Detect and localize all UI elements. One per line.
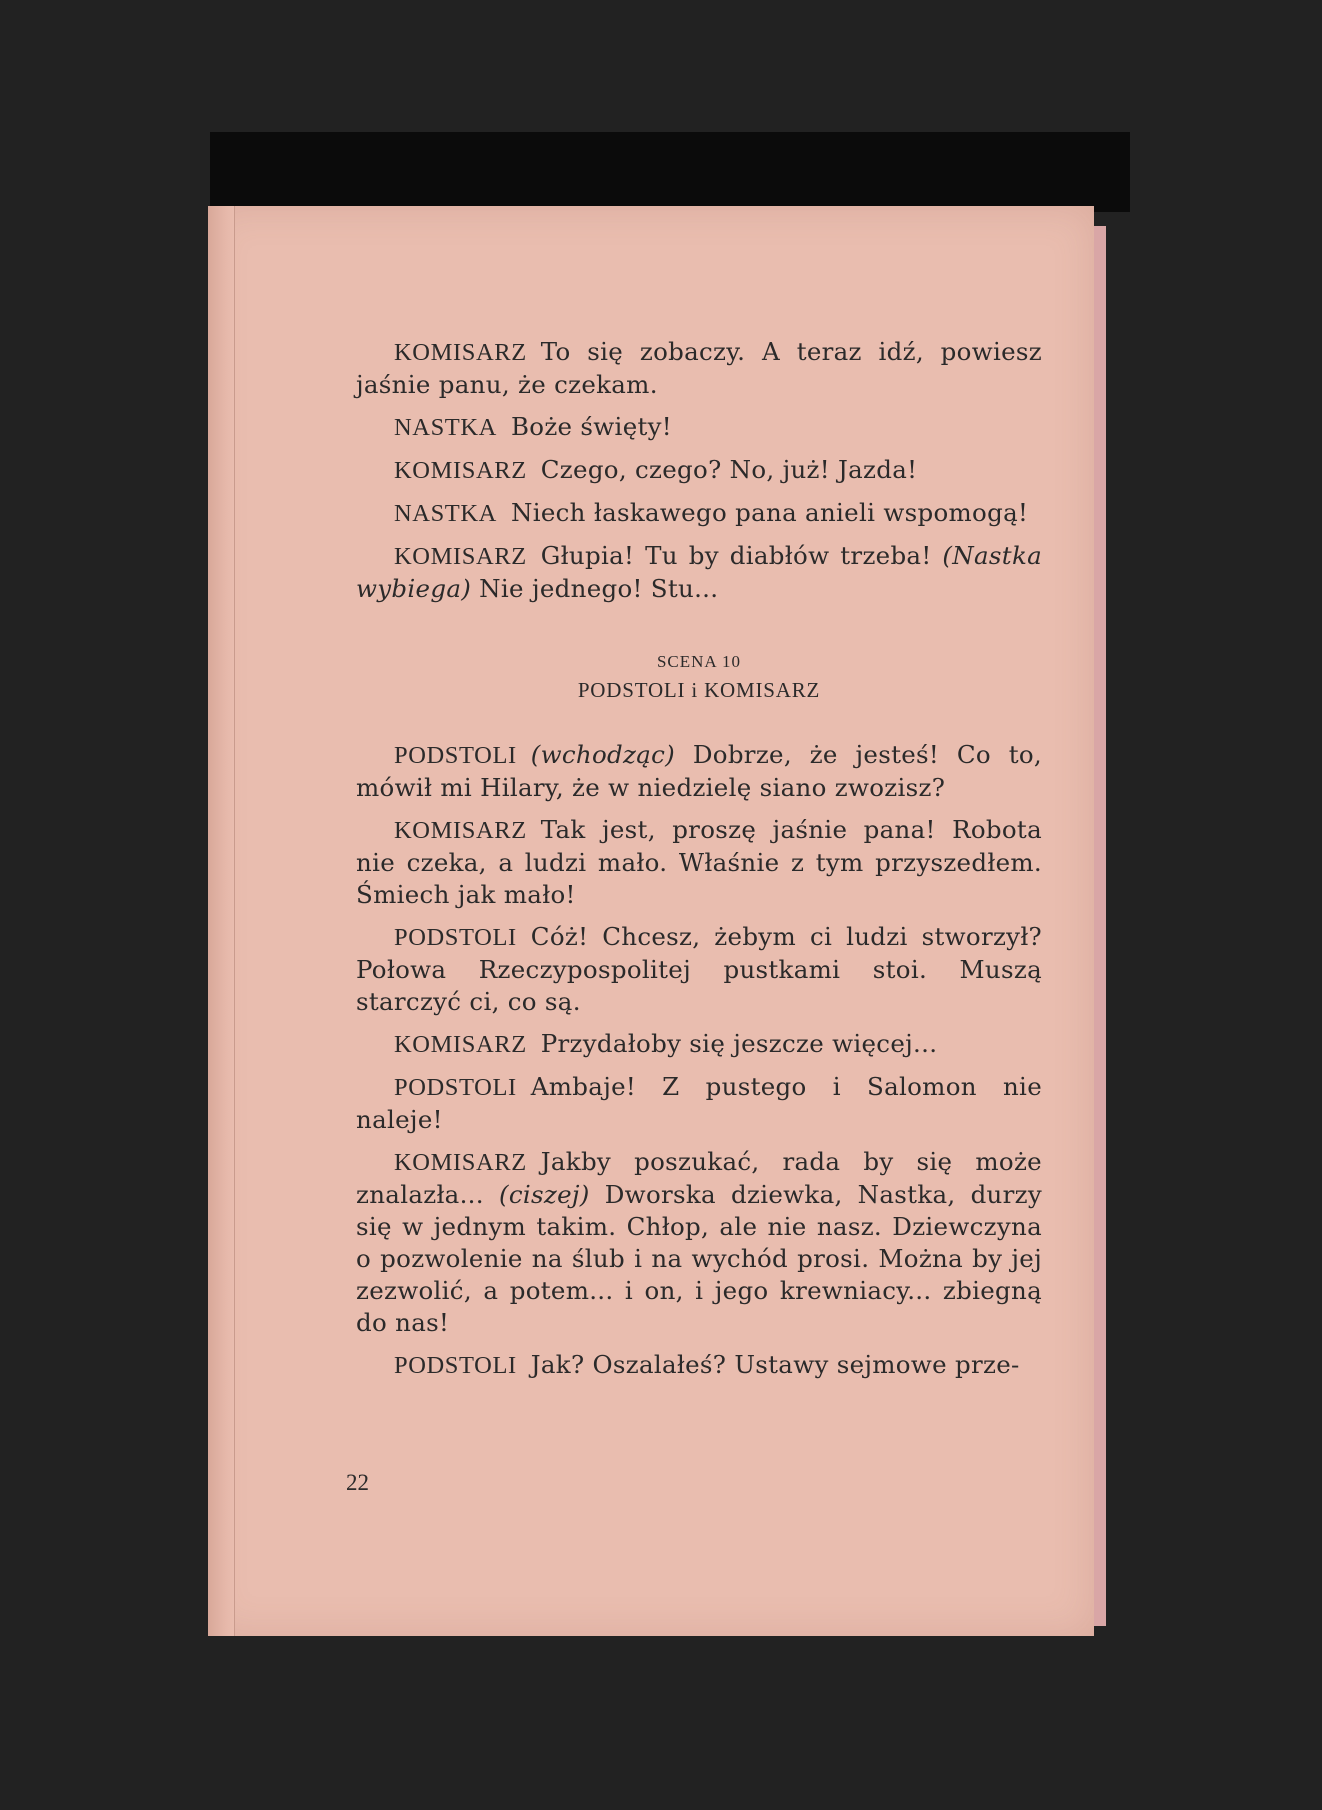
speaker-name: NASTKA <box>394 500 497 527</box>
dialogue-paragraph <box>356 336 1042 401</box>
scene-characters: PODSTOLI i KOMISARZ <box>577 678 821 702</box>
dialogue-text: Dworska dziewka, Nastka, durzy się w jednym takim. Chłop, ale nie nasz. Dziewczyna o pozwolenie na ślub i na wychód prosi. Można by jej zezwolić, a potem... i on, i jego krewniacy... zbiegną do nas! <box>356 1180 1042 1337</box>
dialogue-text: Czego, czego? No, już! Jazda! <box>540 455 918 484</box>
speaker-name: PODSTOLI <box>394 1074 517 1101</box>
speaker-name: KOMISARZ <box>394 1031 527 1058</box>
speaker-name: PODSTOLI <box>394 1352 517 1379</box>
dialogue-text: Jak? Oszalałeś? Ustawy sejmowe prze- <box>530 1350 1020 1379</box>
scan-shadow <box>210 132 1130 212</box>
dialogue-text: Jakby poszukać, rada by się może znalazła... <box>356 1147 1042 1209</box>
dialogue-text: Głupia! Tu by diabłów trzeba! <box>540 541 943 570</box>
page-binding <box>208 206 235 1636</box>
speaker-name: KOMISARZ <box>394 817 527 844</box>
speaker-name: KOMISARZ <box>394 339 527 366</box>
dialogue-paragraph <box>356 454 1042 487</box>
scene-heading <box>356 649 1042 705</box>
dialogue-paragraph <box>356 540 1042 605</box>
page-text <box>356 336 1042 1392</box>
dialogue-block-1 <box>356 336 1042 605</box>
speaker-name: KOMISARZ <box>394 457 527 484</box>
speaker-name: NASTKA <box>394 414 497 441</box>
page-edge <box>1094 226 1106 1626</box>
dialogue-paragraph <box>356 1071 1042 1136</box>
dialogue-paragraph <box>356 739 1042 804</box>
dialogue-text: Przydałoby się jeszcze więcej... <box>540 1029 938 1058</box>
scene-title: SCENA 10 <box>656 652 742 671</box>
speaker-name: PODSTOLI <box>394 924 517 951</box>
stage-direction: (Nastka wybiega) <box>356 541 1042 603</box>
dialogue-paragraph <box>356 1146 1042 1339</box>
dialogue-paragraph <box>356 411 1042 444</box>
dialogue-paragraph <box>356 814 1042 911</box>
dialogue-text: Nie jednego! Stu... <box>471 574 719 603</box>
dialogue-text: Tak jest, proszę jaśnie pana! Robota nie czeka, a ludzi mało. Właśnie z tym przyszedłem. Śmiech jak mało! <box>356 815 1042 909</box>
stage-direction: (wchodząc) <box>530 740 676 769</box>
dialogue-block-2 <box>356 739 1042 1382</box>
dialogue-text: Dobrze, że jesteś! Co to, mówił mi Hilary, że w niedzielę siano zwozisz? <box>356 740 1042 802</box>
stage-direction: (ciszej) <box>498 1180 590 1209</box>
dialogue-paragraph <box>356 1028 1042 1061</box>
dialogue-text: Niech łaskawego pana anieli wspomogą! <box>510 498 1029 527</box>
speaker-name: KOMISARZ <box>394 1149 527 1176</box>
page-number: 22 <box>346 1470 369 1495</box>
speaker-name: KOMISARZ <box>394 543 527 570</box>
speaker-name: PODSTOLI <box>394 742 517 769</box>
dialogue-text: To się zobaczy. A teraz idź, powiesz jaśnie panu, że czekam. <box>356 337 1042 399</box>
book-page <box>208 206 1094 1636</box>
dialogue-text: Ambaje! Z pustego i Salomon nie naleje! <box>356 1072 1042 1134</box>
dialogue-text: Cóż! Chcesz, żebym ci ludzi stworzył? Połowa Rzeczypospolitej pustkami stoi. Muszą starczyć ci, co są. <box>356 922 1042 1016</box>
dialogue-paragraph <box>356 497 1042 530</box>
dialogue-paragraph <box>356 921 1042 1018</box>
dialogue-paragraph <box>356 1349 1042 1382</box>
dialogue-text: Boże święty! <box>510 412 672 441</box>
